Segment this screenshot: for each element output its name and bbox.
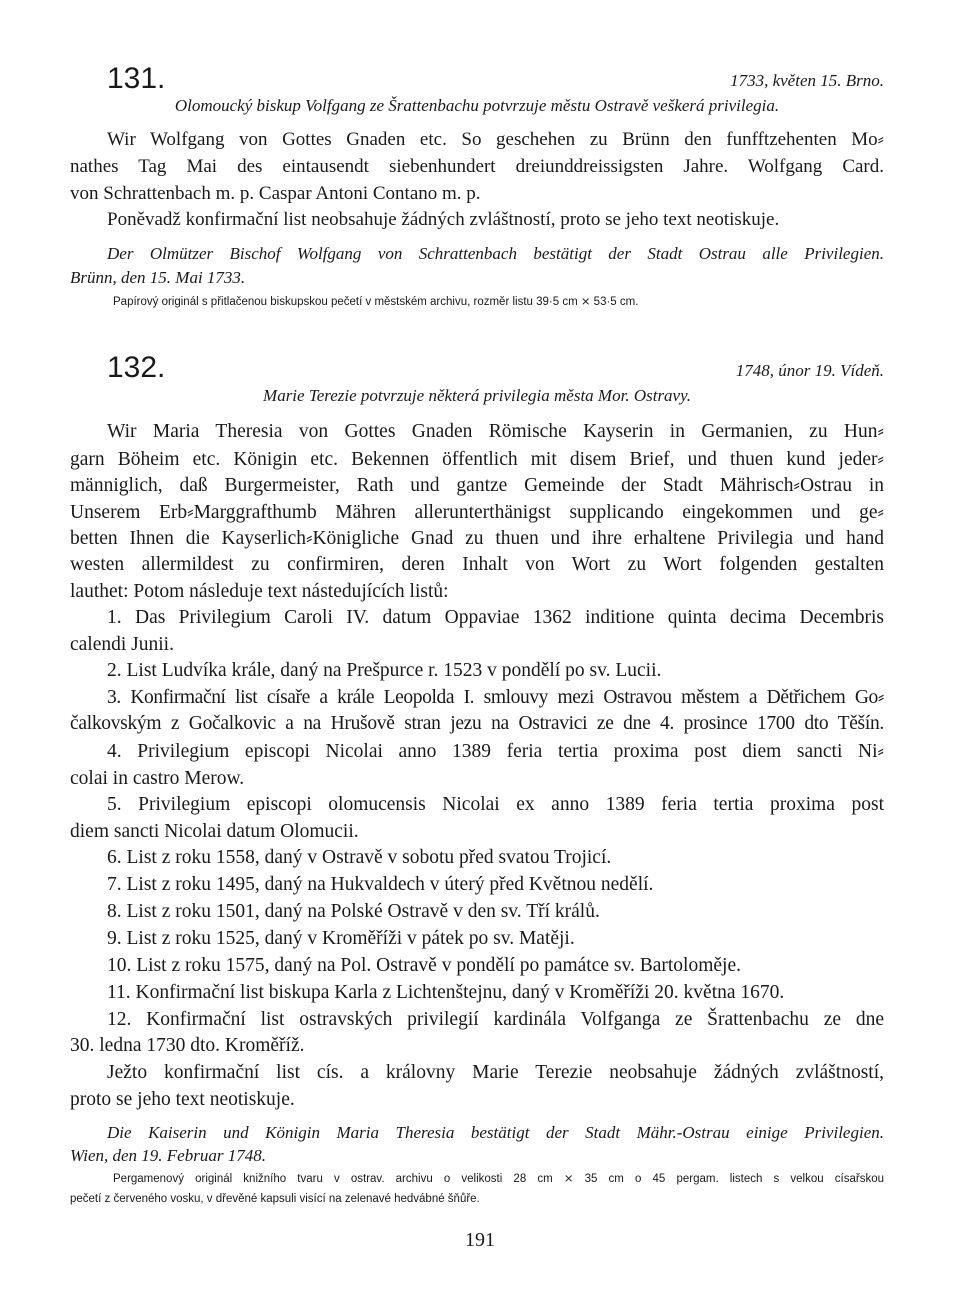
doc132-list-item: 12. Konfirmační list ostravských privilegií kardinála Volfganga ze Šrattenbachu ze dne (107, 1009, 884, 1030)
doc132-intro-line: betten Ihnen die Kayserlich⸗Königliche Gnad zu thuen und ihre erhaltene Privilegia und hand (70, 528, 884, 549)
doc132-list-item: 10. List z roku 1575, daný na Pol. Ostravě v pondělí po památce sv. Bartoloměje. (107, 955, 741, 976)
doc132-intro-line: lauthet: Potom následuje text nástedujících listů: (70, 581, 449, 602)
doc132-list-item-cont: 30. ledna 1730 dto. Kroměříž. (70, 1035, 305, 1056)
doc131-number: 131. (107, 62, 166, 95)
doc132-date: 1748, únor 19. Vídeň. (735, 361, 884, 380)
doc132-intro-line: Unserem Erb⸗Marggrafthumb Mähren allerunterthänigst supplicando eingekommen und ge⸗ (70, 502, 884, 523)
doc132-czech-title: Marie Terezie potvrzuje některá privilegia města Mor. Ostravy. (263, 386, 691, 405)
doc132-intro-line: westen allermildest zu confirmiren, deren Inhalt von Wort zu Wort folgenden gestalten (70, 554, 884, 575)
doc132-intro-line: Wir Maria Theresia von Gottes Gnaden Römische Kayserin in Germanien, zu Hun⸗ (107, 421, 884, 442)
doc132-intro-line: garn Böheim etc. Königin etc. Bekennen öffentlich mit disem Brief, und thuen kund jeder⸗ (70, 449, 884, 470)
doc132-german-summary: Die Kaiserin und Königin Maria Theresia bestätigt der Stadt Mähr.-Ostrau einige Privilegien. (107, 1123, 884, 1142)
doc132-list-item: 3. Konfirmační list císaře a krále Leopolda I. smlouvy mezi Ostravou městem a Dětřichem Go⸗ (107, 687, 884, 708)
doc132-list-item: 2. List Ludvíka krále, daný na Prešpurce r. 1523 v pondělí po sv. Lucii. (107, 660, 662, 681)
doc132-list-item-cont: calendi Junii. (70, 634, 174, 655)
doc132-intro-line: männiglich, daß Burgermeister, Rath und gantze Gemeinde der Stadt Mährisch⸗Ostrau in (70, 475, 884, 496)
doc132-list-item-cont: diem sancti Nicolai datum Olomucii. (70, 821, 359, 842)
doc132-list-item: 8. List z roku 1501, daný na Polské Ostravě v den sv. Tří králů. (107, 901, 600, 922)
doc132-list-item: 11. Konfirmační list biskupa Karla z Lichtenštejnu, daný v Kroměříži 20. května 1670. (107, 982, 785, 1003)
doc132-closing-line: proto se jeho text neotiskuje. (70, 1089, 295, 1110)
doc132-list-item: 9. List z roku 1525, daný v Kroměříži v pátek po sv. Matěji. (107, 928, 575, 949)
doc132-list-item: 5. Privilegium episcopi olomucensis Nicolai ex anno 1389 feria tertia proxima post (107, 794, 884, 815)
doc131-german-summary: Der Olmützer Bischof Wolfgang von Schrattenbach bestätigt der Stadt Ostrau alle Privilegien. (107, 244, 884, 263)
doc132-list-item: 1. Das Privilegium Caroli IV. datum Oppaviae 1362 inditione quinta decima Decembris (107, 607, 884, 628)
doc132-list-item-cont: colai in castro Merow. (70, 768, 245, 789)
doc131-czech-title: Olomoucký biskup Volfgang ze Šrattenbachu potvrzuje městu Ostravě veškerá privilegia. (174, 96, 780, 115)
doc132-closing-line: Ježto konfirmační list cís. a královny Marie Terezie neobsahuje žádných zvláštností, (107, 1062, 884, 1083)
doc131-date: 1733, květen 15. Brno. (730, 71, 884, 90)
doc132-list-item: 4. Privilegium episcopi Nicolai anno 1389 feria tertia proxima post diem sancti Ni⸗ (107, 741, 884, 762)
doc131-source-note: Papírový originál s přitlačenou biskupskou pečetí v městském archivu, rozměr listu 39·5 cm ⨯ 53·5 cm. (113, 296, 639, 308)
doc132-list-item: 6. List z roku 1558, daný v Ostravě v sobotu před svatou Trojicí. (107, 847, 612, 868)
doc132-number: 132. (107, 351, 166, 384)
doc132-german-date: Wien, den 19. Februar 1748. (70, 1146, 266, 1165)
doc131-note: Poněvadž konfirmační list neobsahuje žádných zvláštností, proto se jeho text neotiskuje. (107, 209, 780, 230)
doc132-source-note: pečetí z červeného vosku, v dřevěné kapsuli visící na zelenavé hedvábné šňůře. (70, 1193, 480, 1205)
doc131-german-date: Brünn, den 15. Mai 1733. (70, 268, 246, 287)
doc131-text-line: von Schrattenbach m. p. Caspar Antoni Contano m. p. (70, 183, 481, 204)
doc132-source-note: Pergamenový originál knižního tvaru v ostrav. archivu o velikosti 28 cm ⨯ 35 cm o 45 pergam. listech s velkou císařskou (113, 1173, 884, 1185)
doc132-list-item-cont: čalkovským z Gočalkovic a na Hrušově stran jezu na Ostravici ze dne 4. prosince 1700 dto Těšín. (70, 713, 884, 734)
doc131-text-line: nathes Tag Mai des eintausendt siebenhundert dreiunddreissigsten Jahre. Wolfgang Card. (70, 156, 884, 177)
doc132-list-item: 7. List z roku 1495, daný na Hukvaldech v úterý před Květnou nedělí. (107, 874, 654, 895)
doc131-text-line: Wir Wolfgang von Gottes Gnaden etc. So geschehen zu Brünn den funfftzehenten Mo⸗ (107, 129, 884, 150)
page-number: 191 (465, 1229, 495, 1251)
